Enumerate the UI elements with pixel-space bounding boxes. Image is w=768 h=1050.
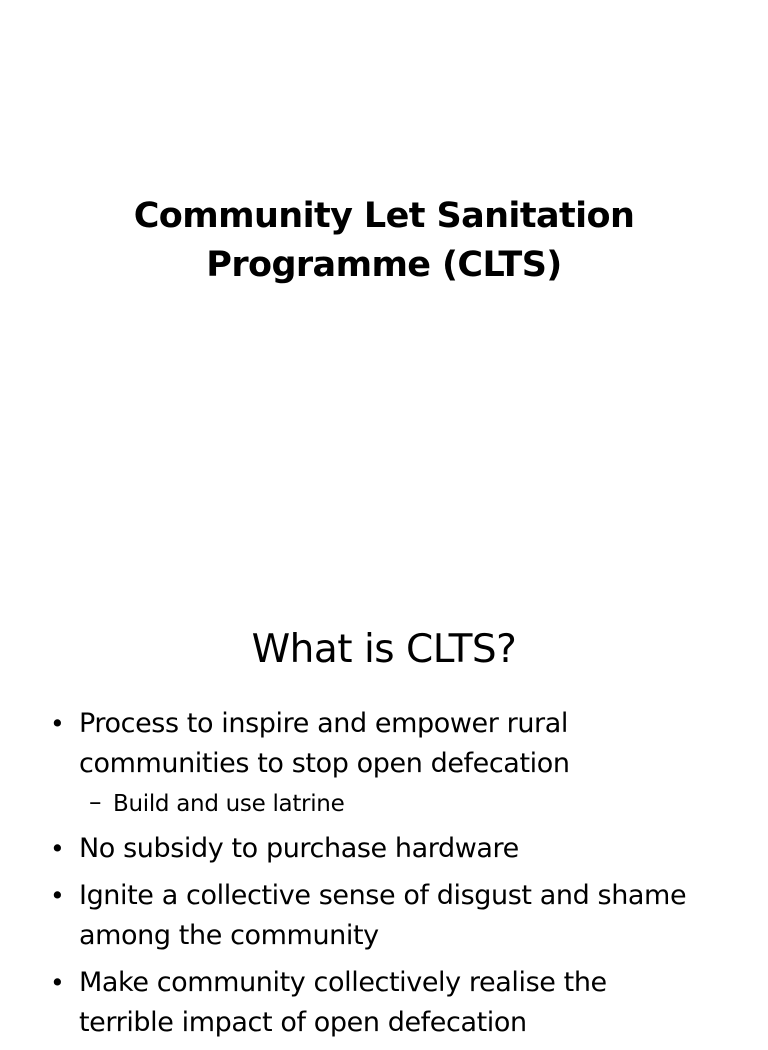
bullet-list — [0, 704, 768, 1050]
content-slide-title: What is CLTS? — [251, 627, 517, 672]
bullet-item-subsidy — [0, 829, 739, 869]
bullet-item-ignite — [0, 876, 739, 956]
bullet-item-process — [0, 704, 739, 784]
bullet-text-line: Process to inspire and empower rural — [79, 708, 569, 739]
bullet-glyph: • — [50, 709, 65, 738]
bullet-glyph: • — [50, 834, 65, 863]
bullet-item-realise — [0, 963, 739, 1043]
bullet-glyph: • — [50, 968, 65, 997]
slide-title — [40, 192, 728, 290]
content-slide — [0, 576, 768, 1038]
bullet-text-line: Ignite a collective sense of disgust and shame — [79, 880, 687, 911]
sub-bullet-item-latrine — [0, 788, 768, 820]
bullet-text-line: communities to stop open defecation — [79, 748, 570, 779]
slide-title-line-2: Programme (CLTS) — [206, 245, 562, 285]
bullet-glyph: • — [50, 881, 65, 910]
bullet-text-line: among the community — [79, 920, 379, 951]
bullet-text-line: Make community collectively realise the — [79, 967, 607, 998]
sub-bullet-text: Build and use latrine — [113, 791, 345, 817]
bullet-text-line: terrible impact of open defecation — [79, 1007, 527, 1038]
bullet-text-line: No subsidy to purchase hardware — [79, 833, 519, 864]
slide-title-line-1: Community Let Sanitation — [133, 196, 635, 236]
sub-bullet-glyph: – — [89, 787, 102, 816]
